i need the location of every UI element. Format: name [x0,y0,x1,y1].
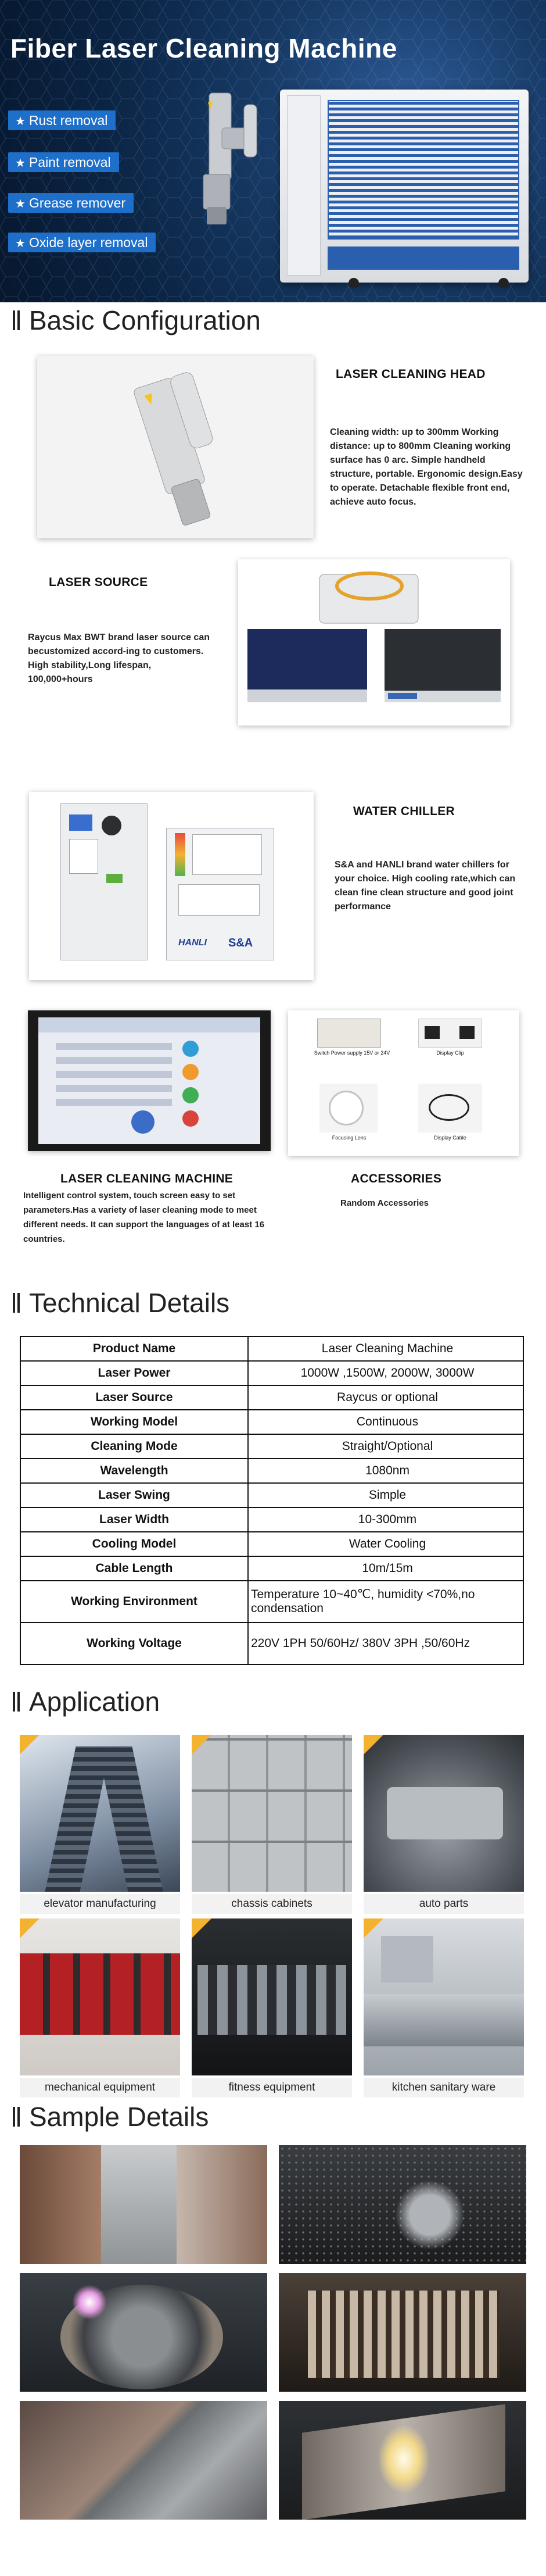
application-item [364,1735,524,1918]
spec-value: 10-300mm [248,1507,523,1532]
application-photo [192,1735,352,1892]
sample-clean-strip [101,2145,177,2264]
cleaning-head-photo [37,356,314,538]
machine-screen-card [28,1010,271,1151]
spec-value: Continuous [248,1410,523,1434]
table-row [20,1361,523,1385]
screen-button-icon [182,1110,199,1127]
spec-value: Water Cooling [248,1532,523,1556]
spec-value: Laser Cleaning Machine [248,1337,523,1361]
chiller-gauge-bar [175,833,185,876]
section-heading-basic [13,305,261,336]
chiller-unit-right [166,828,274,960]
corner-accent [364,1918,383,1938]
section-heading-application [13,1686,160,1717]
application-photo [192,1918,352,2075]
table-row [20,1532,523,1556]
chiller-panel-lower [178,884,260,916]
screen-row [56,1085,172,1092]
sample-laser-spark [72,2285,107,2320]
heading-bars-icon [13,2107,20,2127]
spec-value: Simple [248,1483,523,1507]
table-row [20,1337,523,1361]
kitchen-counter-shape [364,1994,524,2046]
laser-source-card [238,559,510,726]
table-row [20,1483,523,1507]
spec-table [20,1336,524,1665]
cabinet-base-panel [328,246,519,270]
laser-source-photo [238,559,510,726]
spec-value: 1080nm [248,1459,523,1483]
wheel-icon [349,278,359,288]
application-photo [364,1918,524,2075]
section-title: Technical Details [29,1288,230,1318]
table-row [20,1556,523,1581]
escalator-shape [45,1746,110,1892]
hero-tag-paint [8,152,119,172]
chiller-display [69,814,92,831]
touch-screen [38,1017,260,1144]
cabinet-shape [192,1735,352,1892]
hero-tag-label: Grease remover [28,195,126,210]
corner-accent [192,1735,211,1755]
screen-button-icon [182,1064,199,1080]
section-title: Application [29,1687,160,1717]
spec-value: 10m/15m [248,1556,523,1581]
screen-button-icon [182,1087,199,1103]
sample-glow [395,2180,465,2250]
screen-row [56,1043,172,1050]
water-chiller-title: WATER CHILLER [353,805,455,818]
accessories-title: ACCESSORIES [351,1172,442,1185]
application-caption: elevator manufacturing [20,1894,180,1914]
table-row [20,1581,523,1623]
hero-banner [0,0,546,302]
accessory-focusing-lens [319,1084,378,1132]
water-chiller-text: S&A and HANLI brand water chillers for your choice. High cooling rate,which can clean fine clean structure and good joint performance [335,860,516,912]
heading-bars-icon [13,310,20,330]
chiller-model-logo: HANLI [178,938,207,948]
application-caption: mechanical equipment [20,2078,180,2098]
sample-photo-steel [20,2401,267,2520]
cleaning-head-text: Cleaning width: up to 300mm Working distance: up to 800mm Cleaning working surface has 0 arc. Simple handheld structure, portable. Ergonomic design.Easy to operate. Detachable flexible front end, achieve auto focus. [330,427,523,507]
table-row [20,1434,523,1459]
cable-icon [429,1094,469,1121]
spec-value: Straight/Optional [248,1434,523,1459]
corner-accent [20,1735,39,1755]
application-item [192,1735,352,1918]
screen-button-icon [182,1041,199,1057]
cleaning-head-image [174,87,267,233]
application-item [20,1735,180,1918]
screen-row [56,1057,172,1064]
lens-icon [329,1091,364,1126]
application-caption: fitness equipment [192,2078,352,2098]
spec-value: Raycus or optional [248,1385,523,1410]
escalator-shape [97,1746,163,1892]
accessory-label: Focusing Lens [332,1135,367,1141]
chiller-panel [192,834,262,875]
hero-tag-grease [8,193,134,213]
spec-key: Laser Source [20,1385,248,1410]
sample-photo-grille [279,2273,526,2392]
fitness-shape [197,1965,346,2035]
kitchen-hood-shape [381,1936,433,1982]
accessories-card [288,1010,519,1156]
laser-source-text: Raycus Max BWT brand laser source can becustomized accord-ing to customers. High stability,Long lifespan, 100,000+hours [28,633,210,684]
corner-accent [192,1918,211,1938]
accessory-label: Switch Power supply 15V or 24V [314,1050,390,1056]
heading-bars-icon [13,1293,20,1313]
screen-row [56,1099,172,1106]
spec-key: Working Environment [20,1581,248,1623]
table-row [20,1623,523,1664]
spec-key: Cable Length [20,1556,248,1581]
machinery-shape [20,1953,180,2035]
sample-photo-disc [20,2273,267,2392]
cleaning-head-card [37,356,314,538]
application-item [20,1918,180,2102]
auto-part-shape [387,1787,503,1839]
chiller-gauge [102,816,121,835]
hero-tag-label: Paint removal [28,155,111,170]
machine-text: Intelligent control system, touch screen easy to set parameters.Has a variety of laser cleaning mode to meet different needs. It can support the languages of at least 16 countries. [23,1191,265,1244]
hero-tag-label: Oxide layer removal [28,235,148,250]
clip-icon [459,1026,475,1039]
accessory-label: Display Clip [436,1050,464,1056]
chiller-label [69,839,98,874]
star-icon: ★ [15,237,26,250]
accessory-display-cable [418,1084,482,1132]
accessory-power-supply [317,1019,381,1048]
spec-value: 220V 1PH 50/60Hz/ 380V 3PH ,50/60Hz [248,1623,523,1664]
application-caption: kitchen sanitary ware [364,2078,524,2098]
hero-title: Fiber Laser Cleaning Machine [10,33,397,63]
corner-accent [364,1735,383,1755]
application-caption: chassis cabinets [192,1894,352,1914]
application-photo [20,1918,180,2075]
laser-source-title: LASER SOURCE [49,576,148,589]
cabinet-grille [328,100,519,240]
star-icon: ★ [15,198,26,210]
wheel-icon [498,278,509,288]
sample-laser-glow [378,2424,430,2494]
application-photo [20,1735,180,1892]
chiller-unit-left [60,803,148,960]
accessory-label: Display Cable [434,1135,466,1141]
accessory-display-clip [418,1019,482,1048]
section-title: Basic Configuration [29,305,261,335]
spec-key: Laser Swing [20,1483,248,1507]
hero-tag-label: Rust removal [28,113,108,128]
screen-row [56,1071,172,1078]
spec-key: Cleaning Mode [20,1434,248,1459]
sample-photo-rust-plate [20,2145,267,2264]
chiller-brand-logo: S&A [228,937,253,949]
spec-key: Cooling Model [20,1532,248,1556]
spec-key: Laser Width [20,1507,248,1532]
application-item [192,1918,352,2102]
cabinet-side [287,95,321,276]
clip-icon [425,1026,440,1039]
accessories-subtitle: Random Accessories [340,1198,429,1208]
hero-tag-oxide [8,233,156,252]
heading-bars-icon [13,1692,20,1712]
spec-key: Laser Power [20,1361,248,1385]
spec-key: Wavelength [20,1459,248,1483]
hero-tag-rust [8,110,116,130]
machine-cabinet [280,90,529,283]
spec-key: Product Name [20,1337,248,1361]
cleaning-head-title: LASER CLEANING HEAD [336,367,486,381]
table-row [20,1385,523,1410]
sample-grille-shape [308,2291,500,2378]
application-item [364,1918,524,2102]
corner-accent [20,1918,39,1938]
application-photo [364,1735,524,1892]
star-icon: ★ [15,157,26,170]
table-row [20,1410,523,1434]
spec-value: 1000W ,1500W, 2000W, 3000W [248,1361,523,1385]
section-title: Sample Details [29,2102,209,2132]
screen-power-icon [131,1110,155,1134]
section-heading-samples [13,2101,209,2132]
sample-photo-laser [279,2401,526,2520]
spec-key: Working Voltage [20,1623,248,1664]
table-row [20,1507,523,1532]
spec-value: Temperature 10~40℃, humidity <70%,no condensation [248,1581,523,1623]
machine-title: LASER CLEANING MACHINE [60,1172,234,1185]
application-caption: auto parts [364,1894,524,1914]
spec-key: Working Model [20,1410,248,1434]
chiller-indicator [106,874,123,883]
section-heading-tech [13,1287,229,1319]
water-chiller-card [29,792,314,980]
sample-photo-perforated [279,2145,526,2264]
star-icon: ★ [15,115,26,128]
screen-header-bar [38,1017,260,1032]
table-row [20,1459,523,1483]
